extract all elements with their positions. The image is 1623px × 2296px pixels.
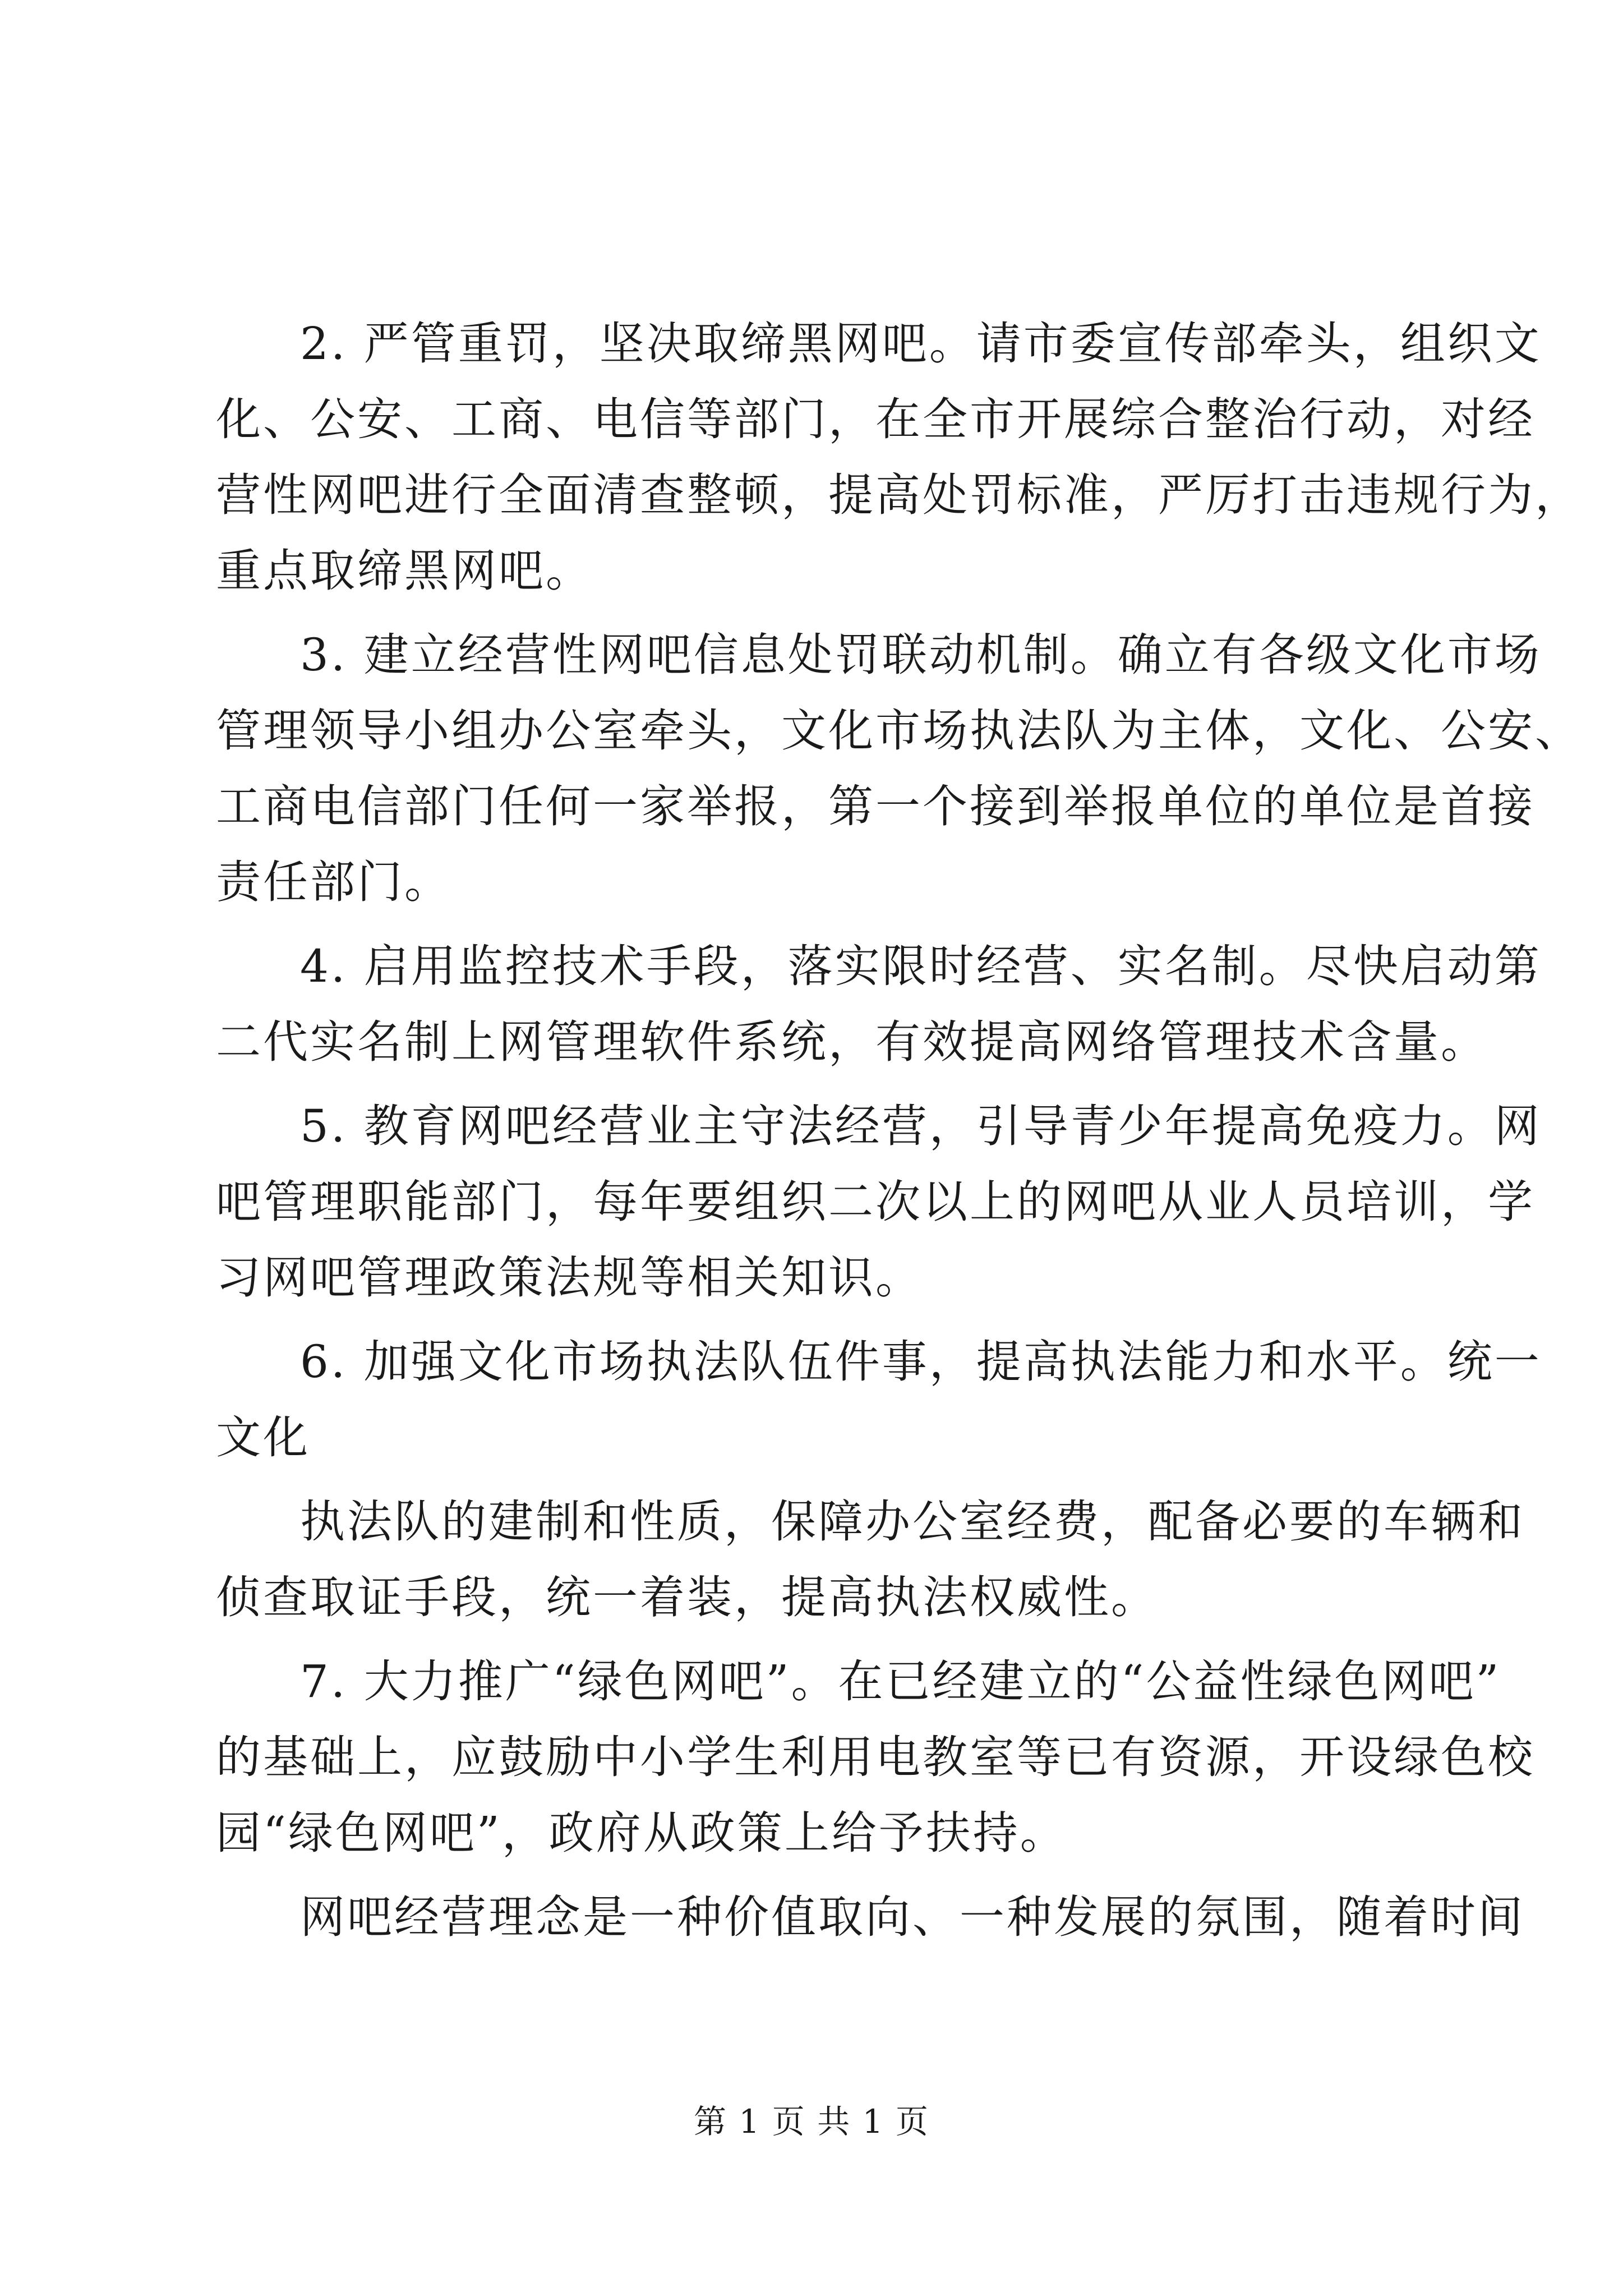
paragraph-3-line-1: 3. 建立经营性网吧信息处罚联动机制。确立有各级文化市场 xyxy=(300,629,1542,681)
paragraph-7-line-2: 的基础上，应鼓励中小学生利用电教室等已有资源，开设绿色校 xyxy=(216,1731,1535,1783)
paragraph-7-line-1: 7. 大力推广“绿色网吧”。在已经建立的“公益性绿色网吧” xyxy=(300,1655,1501,1708)
paragraph-5-line-1: 5. 教育网吧经营业主守法经营，引导青少年提高免疫力。网 xyxy=(300,1100,1542,1152)
paragraph-6b-line-1: 执法队的建制和性质，保障办公室经费，配备必要的车辆和 xyxy=(300,1496,1525,1548)
paragraph-7-line-3: 园“绿色网吧”，政府从政策上给予扶持。 xyxy=(216,1807,1067,1859)
page-footer: 第 1 页 共 1 页 xyxy=(694,2102,929,2141)
paragraph-4-line-1: 4. 启用监控技术手段，落实限时经营、实名制。尽快启动第 xyxy=(300,940,1542,992)
paragraph-2-line-3: 营性网吧进行全面清查整顿，提高处罚标准，严厉打击违规行为， xyxy=(216,469,1582,521)
paragraph-5-line-2: 吧管理职能部门，每年要组织二次以上的网吧从业人员培训，学 xyxy=(216,1176,1535,1228)
paragraph-2-line-4: 重点取缔黑网吧。 xyxy=(216,545,593,597)
paragraph-5-line-3: 习网吧管理政策法规等相关知识。 xyxy=(216,1251,923,1304)
paragraph-2-line-2: 化、公安、工商、电信等部门，在全市开展综合整治行动，对经 xyxy=(216,393,1535,445)
paragraph-6b-line-2: 侦查取证手段，统一着装，提高执法权威性。 xyxy=(216,1571,1158,1623)
paragraph-3-line-3: 工商电信部门任何一家举报，第一个接到举报单位的单位是首接 xyxy=(216,780,1535,832)
paragraph-8-line-1: 网吧经营理念是一种价值取向、一种发展的氛围，随着时间 xyxy=(300,1891,1525,1943)
paragraph-4-line-2: 二代实名制上网管理软件系统，有效提高网络管理技术含量。 xyxy=(216,1016,1488,1068)
paragraph-6-line-2: 文化 xyxy=(216,1411,310,1464)
paragraph-6-line-1: 6. 加强文化市场执法队伍件事，提高执法能力和水平。统一 xyxy=(300,1336,1542,1388)
paragraph-2-line-1: 2. 严管重罚，坚决取缔黑网吧。请市委宣传部牵头，组织文 xyxy=(300,318,1542,370)
paragraph-3-line-2: 管理领导小组办公室牵头，文化市场执法队为主体，文化、公安、 xyxy=(216,705,1582,757)
paragraph-3-line-4: 责任部门。 xyxy=(216,856,451,908)
